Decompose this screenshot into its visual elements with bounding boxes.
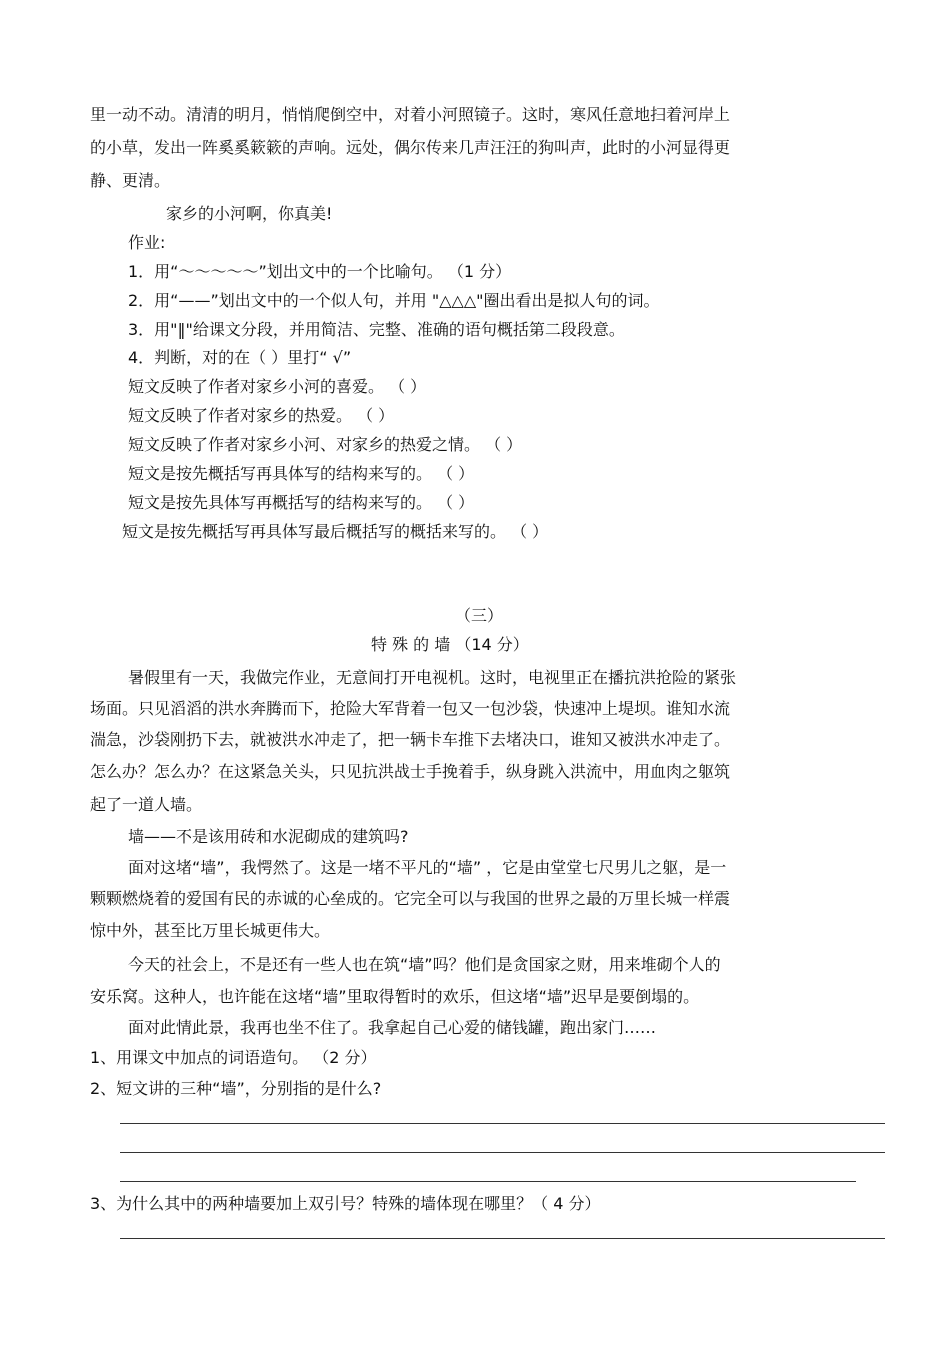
- judgement-item-2: 短文反映了作者对家乡的热爱。 （ ）: [128, 406, 395, 425]
- paragraph-line-5: 起了一道人墙。: [90, 795, 203, 814]
- passage-line-3: 静、更清。: [90, 171, 171, 190]
- judgement-item-4: 短文是按先概括写再具体写的结构来写的。 （ ）: [128, 464, 475, 483]
- paragraph-line-10: 今天的社会上，不是还有一些人也在筑“墙”吗？他们是贪国家之财，用来堆砌个人的: [128, 955, 721, 974]
- question-1: 1、用课文中加点的词语造句。 （2 分）: [90, 1048, 377, 1067]
- paragraph-line-12: 面对此情此景，我再也坐不住了。我拿起自己心爱的储钱罐，跑出家门……: [128, 1018, 657, 1037]
- paragraph-line-9: 惊中外，甚至比万里长城更伟大。: [90, 921, 331, 940]
- paragraph-line-6: 墙——不是该用砖和水泥砌成的建筑吗?: [128, 827, 409, 846]
- homework-heading: 作业:: [128, 233, 166, 252]
- passage-line-1: 里一动不动。清清的明月，悄悄爬倒空中，对着小河照镜子。这时，寒风任意地扫着河岸上: [90, 105, 731, 124]
- paragraph-line-7: 面对这堵“墙”，我愕然了。这是一堵不平凡的“墙” ，它是由堂堂七尺男儿之躯，是一: [128, 858, 727, 877]
- homework-question-1: 1．用“～～～～～”划出文中的一个比喻句。 （1 分）: [128, 262, 512, 281]
- judgement-item-6: 短文是按先概括写再具体写最后概括写的概括来写的。 （ ）: [122, 522, 549, 541]
- answer-line-4[interactable]: [120, 1238, 885, 1239]
- passage-line-2: 的小草，发出一阵奚奚簌簌的声响。远处，偶尔传来几声汪汪的狗叫声，此时的小河显得更: [90, 138, 731, 157]
- section-number: （三）: [455, 606, 504, 625]
- paragraph-line-1: 暑假里有一天，我做完作业，无意间打开电视机。这时，电视里正在播抗洪抢险的紧张: [128, 668, 737, 687]
- homework-question-4: 4．判断，对的在（ ）里打“ √”: [128, 348, 352, 367]
- judgement-item-1: 短文反映了作者对家乡小河的喜爱。 （ ）: [128, 377, 427, 396]
- answer-line-1[interactable]: [120, 1123, 885, 1124]
- answer-line-3[interactable]: [120, 1181, 856, 1182]
- answer-line-2[interactable]: [120, 1152, 885, 1153]
- passage-closing-line: 家乡的小河啊，你真美!: [166, 204, 333, 223]
- paragraph-line-11: 安乐窝。这种人，也许能在这堵“墙”里取得暂时的欢乐，但这堵“墙”迟早是要倒塌的。: [90, 987, 700, 1006]
- homework-question-3: 3．用"‖"给课文分段，并用简洁、完整、准确的语句概括第二段段意。: [128, 320, 625, 339]
- homework-question-2: 2．用“——”划出文中的一个似人句，并用 "△△△"圈出看出是拟人句的词。: [128, 291, 660, 310]
- judgement-item-3: 短文反映了作者对家乡小河、对家乡的热爱之情。 （ ）: [128, 435, 523, 454]
- judgement-item-5: 短文是按先具体写再概括写的结构来写的。 （ ）: [128, 493, 475, 512]
- paragraph-line-3: 湍急，沙袋刚扔下去，就被洪水冲走了，把一辆卡车推下去堵决口，谁知又被洪水冲走了。: [90, 730, 731, 749]
- question-3: 3、为什么其中的两种墙要加上双引号？特殊的墙体现在哪里？（ 4 分）: [90, 1194, 601, 1213]
- question-2: 2、短文讲的三种“墙”，分别指的是什么?: [90, 1079, 382, 1098]
- section-title: 特 殊 的 墙 （14 分）: [371, 635, 529, 654]
- paragraph-line-4: 怎么办？怎么办？在这紧急关头，只见抗洪战士手挽着手，纵身跳入洪流中，用血肉之躯筑: [90, 762, 731, 781]
- paragraph-line-2: 场面。只见滔滔的洪水奔腾而下，抢险大军背着一包又一包沙袋，快速冲上堤坝。谁知水流: [90, 699, 731, 718]
- paragraph-line-8: 颗颗燃烧着的爱国有民的赤诚的心垒成的。它完全可以与我国的世界之最的万里长城一样震: [90, 889, 731, 908]
